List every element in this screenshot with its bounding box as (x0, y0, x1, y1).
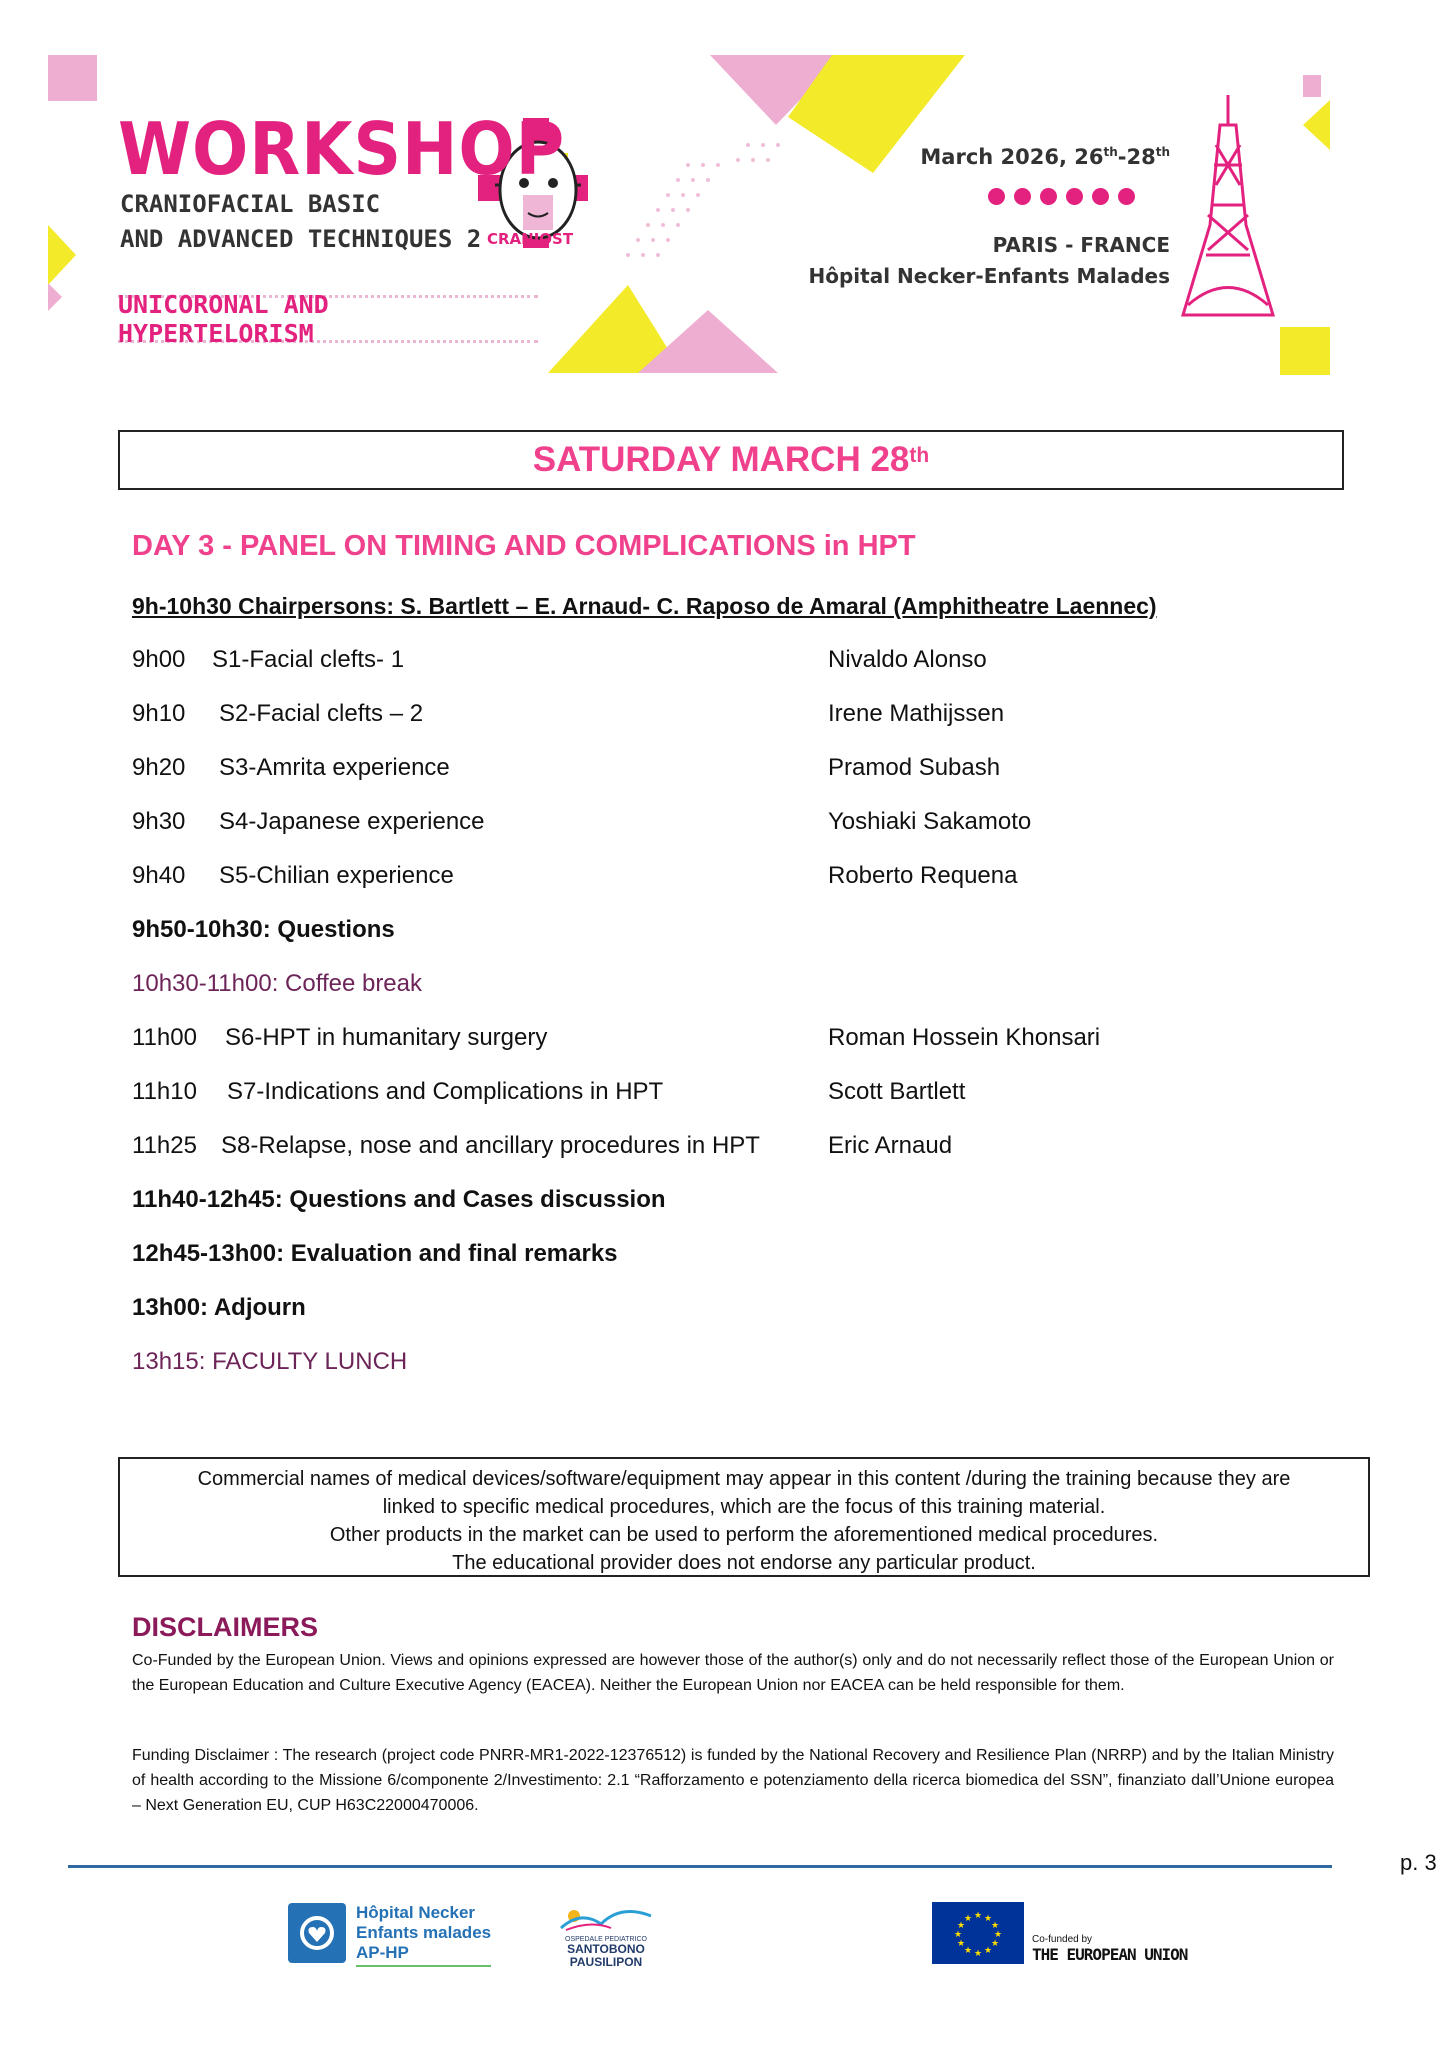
program-row: 11h40-12h45: Questions and Cases discussion (132, 1186, 666, 1213)
svg-text:★: ★ (983, 1946, 993, 1956)
svg-text:★: ★ (953, 1930, 963, 1940)
svg-text:★: ★ (983, 1914, 993, 1924)
svg-text:★: ★ (963, 1914, 973, 1924)
program-row: 9h20 S3-Amrita experience Pramod Subash (132, 754, 1001, 781)
workshop-subtitle-line2: AND ADVANCED TECHNIQUES 2 (120, 225, 482, 253)
santobono-wave-icon (556, 1898, 656, 1932)
disclaimer-paragraph-funding: Funding Disclaimer : The research (project code PNRR-MR1-2022-12376512) is funded by the National Recovery and Resilience Plan (NRRP) and by the Italian Ministry of health according to the Missione 6/componente 2/Investimento: 2.1 “Rafforzamento e potenziamento della ricerca biomedica del SSN”, finanziato dall’Unione europea – Next Generation EU, CUP H63C22000470006. (132, 1747, 1334, 1814)
svg-text:★: ★ (993, 1930, 1003, 1940)
program-row: 9h50-10h30: Questions (132, 916, 395, 943)
svg-text:★: ★ (963, 1946, 973, 1956)
craniost-label: CRANIOST (487, 230, 574, 248)
event-date: March 2026, 26th-28th (920, 145, 1170, 169)
svg-text:★: ★ (990, 1939, 1000, 1949)
program-row: 9h40 S5-Chilian experience Roberto Requena (132, 862, 1018, 889)
workshop-subtitle-line1: CRANIOFACIAL BASIC (120, 190, 381, 218)
header-banner (48, 55, 1330, 375)
svg-text:★: ★ (956, 1939, 966, 1949)
disclaimers-title: DISCLAIMERS (132, 1612, 319, 1642)
speaker-name: Scott Bartlett (828, 1078, 966, 1105)
svg-text:★: ★ (956, 1921, 966, 1931)
svg-text:★: ★ (973, 1911, 983, 1921)
eu-cofunded-logo: ★ ★ ★ ★ ★ ★ ★ ★ ★ ★ ★ ★ Co-funded by THE EUROPEAN UNION (932, 1902, 1187, 1964)
footer-divider (68, 1865, 1332, 1868)
speaker-name: Irene Mathijssen (828, 700, 1005, 727)
page-number: p. 3 (1400, 1850, 1437, 1875)
speaker-name: Nivaldo Alonso (828, 646, 987, 673)
necker-logo: Hôpital Necker Enfants malades AP-HP (288, 1903, 491, 1967)
svg-text:★: ★ (973, 1949, 983, 1959)
eiffel-tower-icon (1183, 95, 1273, 315)
disclaimer-paragraph-eu: Co-Funded by the European Union. Views and opinions expressed are however those of the author(s) only and do not necessarily reflect those of the European Union or the European Education and Culture Executive Agency (EACEA). Neither the European Union nor EACEA can be held responsible for them. (132, 1652, 1334, 1694)
notice-line: Commercial names of medical devices/software/equipment may appear in this content /during the training because they are (197, 1468, 1291, 1490)
notice-line: Other products in the market can be used to perform the aforementioned medical procedures. (329, 1524, 1159, 1546)
program-row: 11h00 S6-HPT in humanitary surgery Roman Hossein Khonsari (132, 1024, 1101, 1051)
eu-flag-icon (932, 1902, 1024, 1964)
event-location (809, 230, 1170, 292)
event-venue: Hôpital Necker-Enfants Malades (808, 264, 1170, 288)
speaker-name: Roman Hossein Khonsari (828, 1024, 1101, 1051)
program-row: 9h00 S1-Facial clefts- 1 Nivaldo Alonso (132, 646, 987, 673)
speaker-name: Pramod Subash (828, 754, 1001, 781)
day-title: DAY 3 - PANEL ON TIMING AND COMPLICATIONS in HPT (132, 530, 916, 562)
program-row: 11h25 S8-Relapse, nose and ancillary procedures in HPT Eric Arnaud (132, 1132, 953, 1159)
speaker-name: Yoshiaki Sakamoto (828, 808, 1032, 835)
commercial-notice-box (118, 1457, 1370, 1577)
program-row: 13h15: FACULTY LUNCH (132, 1348, 408, 1375)
program-row: 9h10 S2-Facial clefts – 2 Irene Mathijssen (132, 700, 1005, 727)
program-row: 13h00: Adjourn (132, 1294, 306, 1321)
santobono-logo: OSPEDALE PEDIATRICO SANTOBONO PAUSILIPON (556, 1898, 656, 1969)
chairpersons-line: 9h-10h30 Chairpersons: S. Bartlett – E. Arnaud- C. Raposo de Amaral (Amphitheatre Laennec) (132, 593, 1157, 619)
notice-line: linked to specific medical procedures, which are the focus of this training material. (382, 1496, 1106, 1518)
svg-text:★: ★ (990, 1921, 1000, 1931)
speaker-name: Eric Arnaud (828, 1132, 953, 1159)
program-row: 9h30 S4-Japanese experience Yoshiaki Sakamoto (132, 808, 1032, 835)
program-row: 11h10 S7-Indications and Complications in HPT Scott Bartlett (132, 1078, 966, 1105)
program-row: 10h30-11h00: Coffee break (132, 970, 423, 997)
notice-line: The educational provider does not endorse any particular product. (452, 1552, 1036, 1574)
speaker-name: Roberto Requena (828, 862, 1018, 889)
day-heading-box: SATURDAY MARCH 28 $^{th}$ (118, 430, 1344, 490)
dots-divider (988, 188, 1135, 205)
heart-hands-icon (288, 1903, 346, 1963)
day-heading: SATURDAY MARCH 28 (532, 440, 910, 479)
program-row: 12h45-13h00: Evaluation and final remarks (132, 1240, 618, 1267)
event-city: PARIS - FRANCE (992, 233, 1170, 257)
workshop-title: WORKSHOP (118, 107, 566, 191)
workshop-topic: UNICORONAL AND HYPERTELORISM (118, 295, 538, 343)
